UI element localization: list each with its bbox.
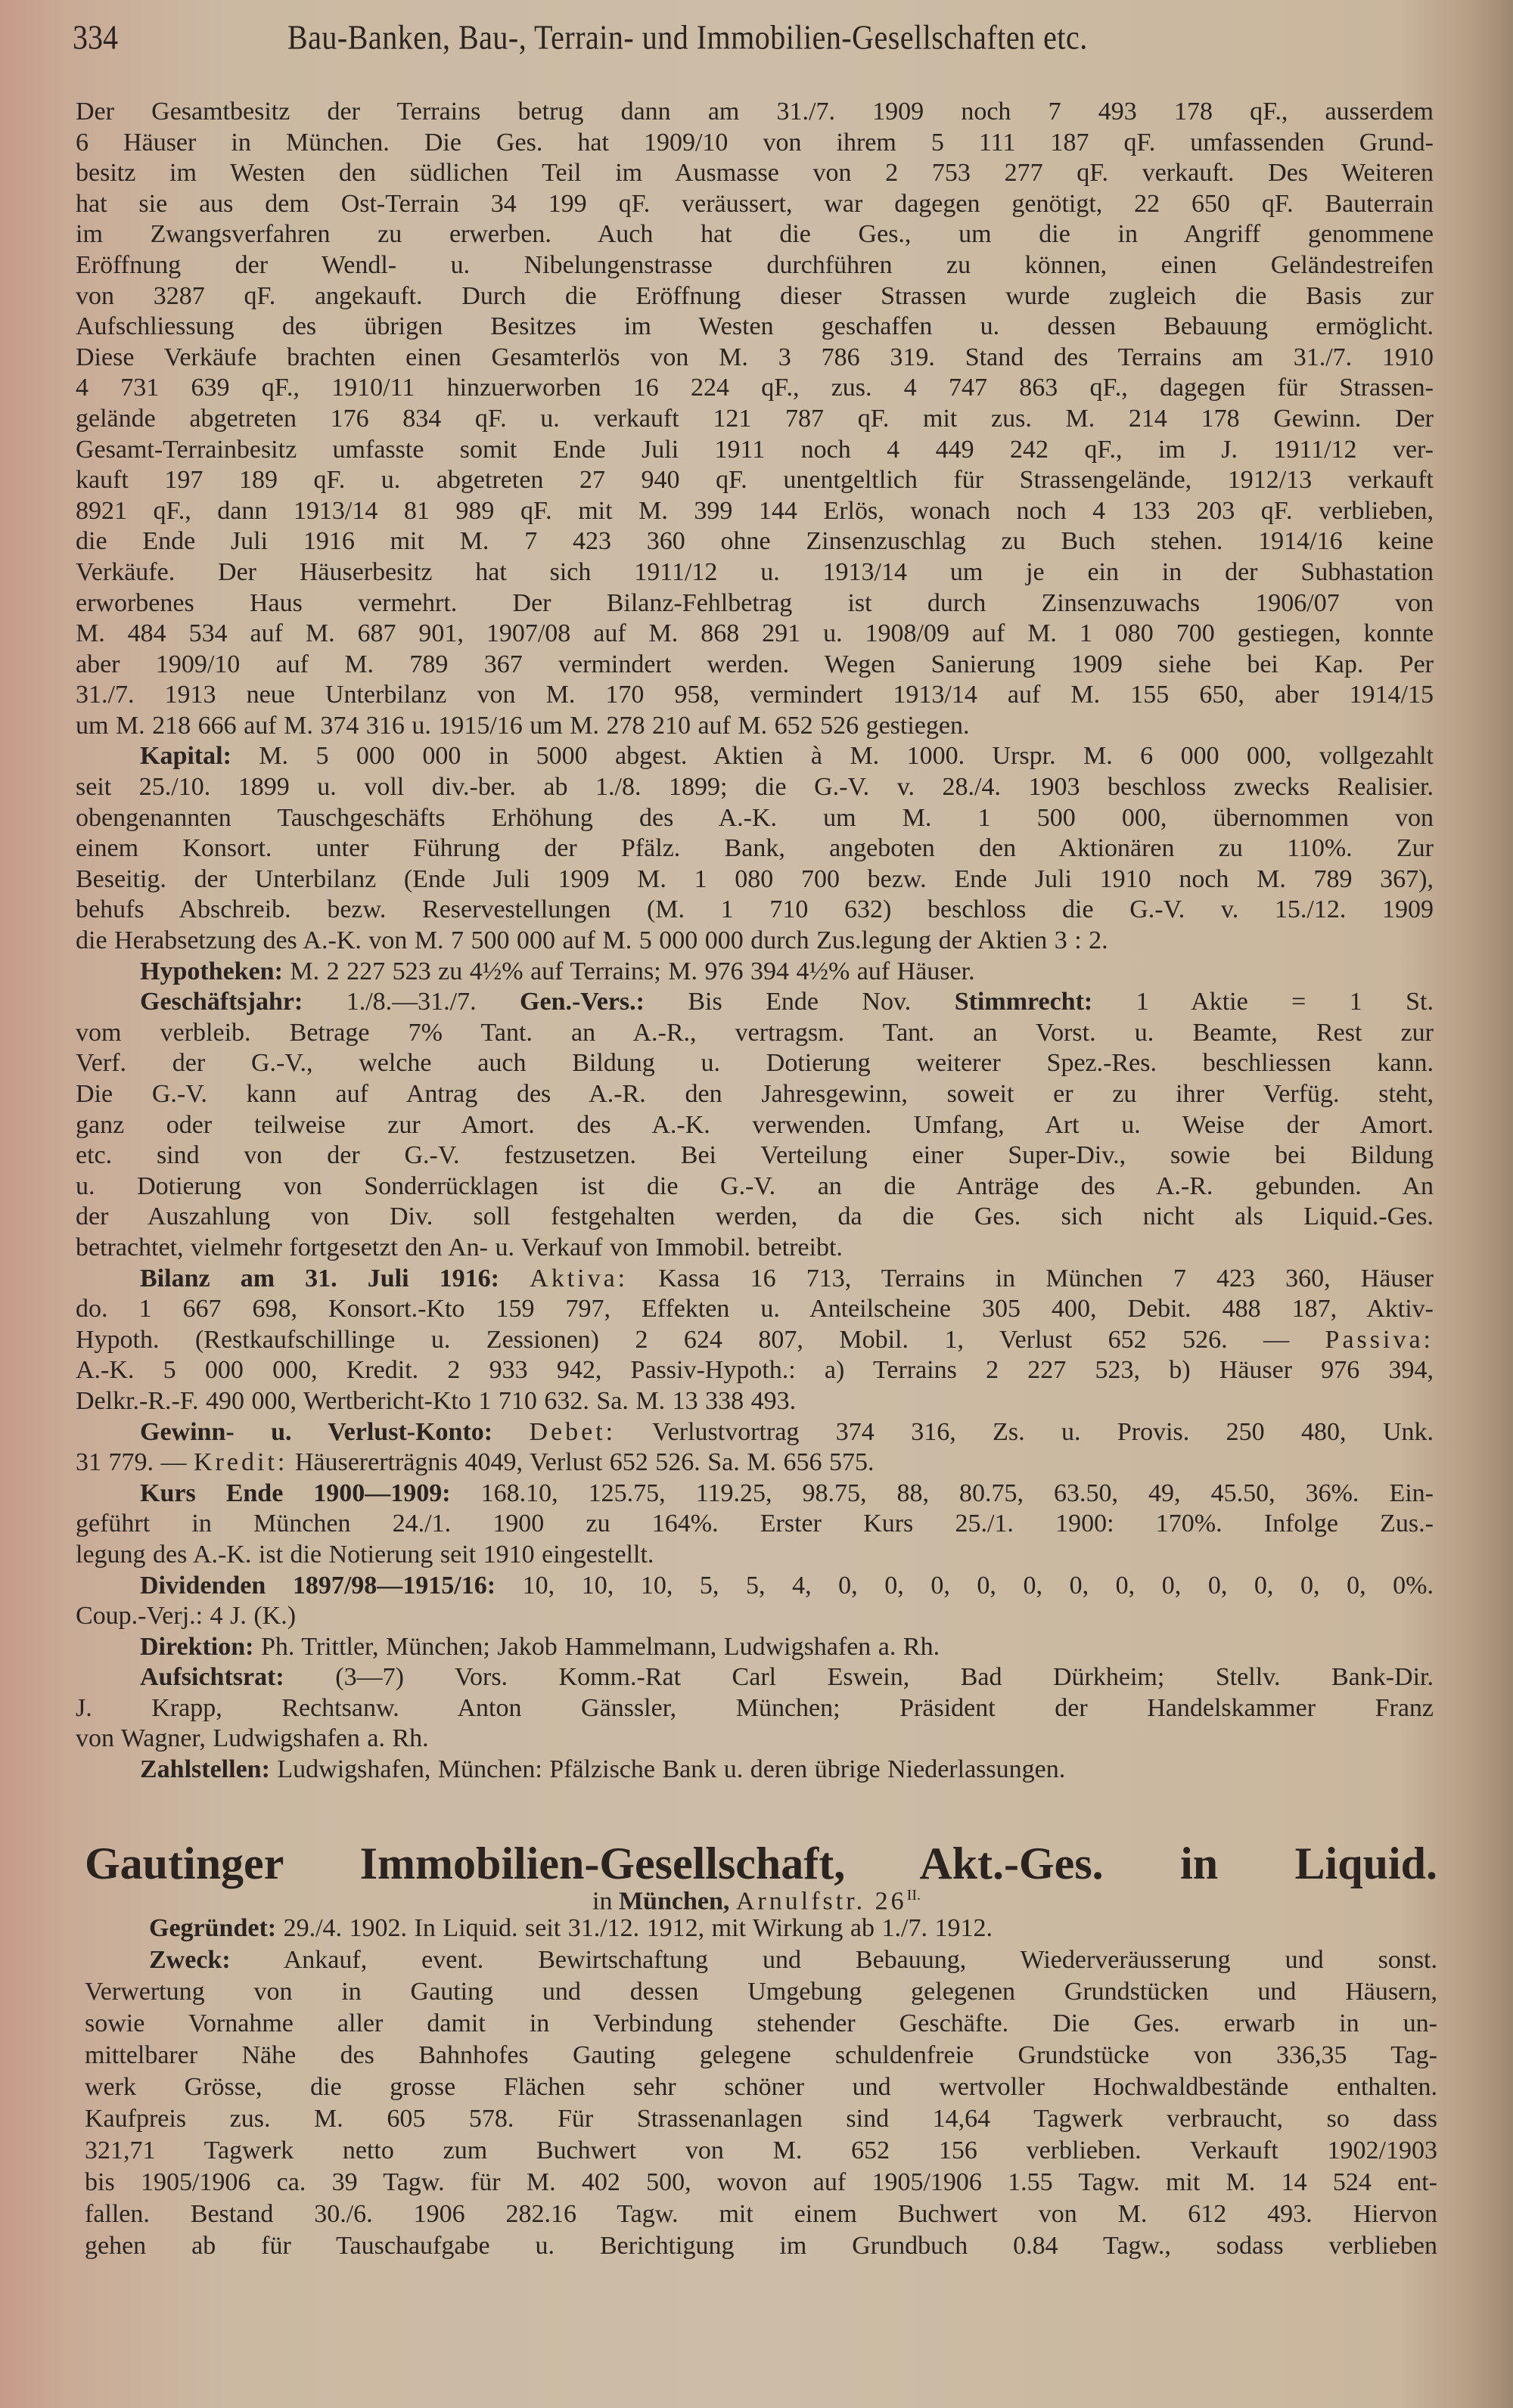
- text-line: legung des A.-K. ist die Notierung seit 1910 eingestellt.: [76, 1540, 654, 1569]
- text-line: behufs Abschreib. bezw. Reservestellungen (M. 1 710 632) beschloss die G.-V. v. 15./12. 1909: [76, 895, 1434, 924]
- text-line: um M. 218 666 auf M. 374 316 u. 1915/16 um M. 278 210 auf M. 652 526 gestiegen.: [76, 711, 970, 740]
- section-label: Geschäftsjahr:: [140, 988, 303, 1016]
- text-line: [76, 957, 1434, 988]
- text-line: vom verbleib. Betrage 7% Tant. an A.-R., vertragsm. Tant. an Vorst. u. Beamte, Rest zur: [76, 1018, 1434, 1047]
- spaced-label: Aktiva:: [530, 1264, 629, 1292]
- text-line: Verkäufe. Der Häuserbesitz hat sich 1911/12 u. 1913/14 um je ein in der Subhastation: [76, 557, 1434, 586]
- text-line: gelände abgetreten 176 834 qF. u. verkauft 121 787 qF. mit zus. M. 214 178 Gewinn. Der: [76, 404, 1434, 433]
- text-line: [76, 1417, 1434, 1448]
- text-line: Die G.-V. kann auf Antrag des A.-R. den Jahresgewinn, soweit er zu ihrer Verfüg. steht,: [76, 1080, 1434, 1108]
- text-line: 6 Häuser in München. Die Ges. hat 1909/10 von ihrem 5 111 187 qF. umfassenden Grund-: [76, 128, 1434, 157]
- text-segment: [492, 1418, 529, 1446]
- paragraph-gewinn-verlust: [76, 1417, 1434, 1479]
- spaced-label: Kredit:: [194, 1448, 288, 1477]
- paragraph-bilanz: [76, 1264, 1434, 1417]
- section-label: Kapital:: [140, 742, 231, 771]
- paragraph-kurs: [76, 1479, 1434, 1571]
- spaced-label: Debet:: [529, 1417, 617, 1446]
- address-city: München,: [618, 1887, 730, 1916]
- text-line: die Ende Juli 1916 mit M. 7 423 360 ohne Zinsenzuschlag zu Buch stehen. 1914/16 keine: [76, 527, 1434, 556]
- text-line: werk Grösse, die grosse Flächen sehr schöner und wertvoller Hochwaldbestände enthalten.: [85, 2073, 1437, 2101]
- section-label: Hypotheken:: [140, 957, 283, 985]
- text-segment: Kassa 16 713, Terrains in München 7 423 360, Häuser: [628, 1264, 1434, 1292]
- text-line: ganz oder teilweise zur Amort. des A.-K. verwenden. Umfang, Art u. Weise der Amort.: [76, 1110, 1434, 1139]
- paragraph-zahlstellen: [76, 1755, 1434, 1786]
- paragraph-hypotheken: [76, 957, 1434, 988]
- text-segment: 1 Aktie = 1 St.: [1092, 988, 1434, 1016]
- paragraph-dividenden: [76, 1571, 1434, 1632]
- text-segment: (3—7) Vors. Komm.-Rat Carl Eswein, Bad Dürkheim; Stellv. Bank-Dir.: [284, 1663, 1434, 1692]
- text-line: Gesamt-Terrainbesitz umfasste somit Ende Juli 1911 noch 4 449 242 qF., im J. 1911/12 ver-: [76, 435, 1434, 464]
- text-segment: 29./4. 1902. In Liquid. seit 31./12. 1912, mit Wirkung ab 1./7. 1912.: [276, 1914, 993, 1942]
- text-line: 321,71 Tagwerk netto zum Buchwert von M. 652 156 verblieben. Verkauft 1902/1903: [85, 2136, 1437, 2164]
- paragraph-kapital: [76, 741, 1434, 956]
- text-segment: Häusererträgnis 4049, Verlust 652 526. Sa. M. 656 575.: [287, 1448, 875, 1477]
- section-label: Gegründet:: [149, 1914, 277, 1942]
- text-line: [76, 1662, 1434, 1693]
- text-line: u. Dotierung von Sonderrücklagen ist die G.-V. an die Anträge des A.-R. gebunden. An: [76, 1171, 1434, 1200]
- text-line: [76, 1571, 1434, 1602]
- text-line: hat sie aus dem Ost-Terrain 34 199 qF. veräussert, war dagegen genötigt, 22 650 qF. Bauterrain: [76, 189, 1434, 218]
- text-line: [76, 1325, 1434, 1356]
- text-line: Beseitig. der Unterbilanz (Ende Juli 1909 M. 1 080 700 bezw. Ende Juli 1910 noch M. 789 367),: [76, 864, 1434, 893]
- text-line: Aufschliessung des übrigen Besitzes im Westen geschaffen u. dessen Bebauung ermöglicht.: [76, 312, 1434, 341]
- text-segment: M. 5 000 000 in 5000 abgest. Aktien à M. 1000. Urspr. M. 6 000 000, vollgezahlt: [231, 742, 1434, 771]
- text-line: Verwertung von in Gauting und dessen Umgebung gelegenen Grundstücken und Häusern,: [85, 1978, 1437, 2006]
- text-line: [76, 1479, 1434, 1510]
- text-line: [76, 1632, 1434, 1663]
- text-line: der Auszahlung von Div. soll festgehalten werden, da die Ges. sich nicht als Liquid.-Ges.: [76, 1202, 1434, 1231]
- text-line: [76, 1448, 1434, 1479]
- text-segment: Verlustvortrag 374 316, Zs. u. Provis. 250 480, Unk.: [616, 1417, 1434, 1446]
- text-line: Kaufpreis zus. M. 605 578. Für Strassenanlagen sind 14,64 Tagwerk verbraucht, so dass: [85, 2105, 1437, 2133]
- text-line: bis 1905/1906 ca. 39 Tagw. für M. 402 500, wovon auf 1905/1906 1.55 Tagw. mit M. 14 524 ent-: [85, 2168, 1437, 2196]
- address-street: Arnulfstr. 26: [735, 1887, 907, 1916]
- paragraph-gegruendet: [85, 1913, 1437, 1944]
- text-line: geführt in München 24./1. 1900 zu 164%. Erster Kurs 25./1. 1900: 170%. Infolge Zus.-: [76, 1510, 1434, 1538]
- text-line: J. Krapp, Rechtsanw. Anton Gänssler, München; Präsident der Handelskammer Franz: [76, 1693, 1434, 1722]
- spaced-label: Passiva:: [1325, 1325, 1434, 1354]
- text-line: von 3287 qF. angekauft. Durch die Eröffnung dieser Strassen wurde zugleich die Basis zur: [76, 281, 1434, 310]
- running-title: Bau-Banken, Bau-, Terrain- und Immobilien-Gesellschaften etc.: [287, 17, 1088, 57]
- text-segment: 168.10, 125.75, 119.25, 98.75, 88, 80.75, 63.50, 49, 45.50, 36%. Ein-: [450, 1479, 1434, 1507]
- company-heading: Gautinger Immobilien-Gesellschaft, Akt.-Ges. in Liquid.: [85, 1839, 1437, 1888]
- text-segment: Ludwigshafen, München: Pfälzische Bank u. deren übrige Niederlassungen.: [269, 1755, 1066, 1784]
- address-prefix: in: [592, 1887, 613, 1916]
- text-segment: M. 2 227 523 zu 4½% auf Terrains; M. 976 394 4½% auf Häuser.: [282, 957, 975, 985]
- text-segment: [499, 1265, 530, 1292]
- section-label: Aufsichtsrat:: [140, 1663, 284, 1692]
- text-line: [76, 1755, 1434, 1786]
- section-label: Zahlstellen:: [140, 1755, 270, 1784]
- section-label: Bilanz am 31. Juli 1916:: [140, 1264, 500, 1292]
- text-segment: Bis Ende Nov.: [644, 988, 955, 1016]
- text-line: einem Konsort. unter Führung der Pfälz. Bank, angeboten den Aktionären zu 110%. Zur: [76, 834, 1434, 863]
- text-segment: 10, 10, 10, 5, 5, 4, 0, 0, 0, 0, 0, 0, 0, 0, 0, 0, 0, 0, 0%.: [496, 1571, 1434, 1600]
- text-line: von Wagner, Ludwigshafen a. Rh.: [76, 1724, 429, 1753]
- text-line: Coup.-Verj.: 4 J. (K.): [76, 1602, 297, 1631]
- paragraph-intro: [76, 97, 1434, 741]
- text-line: [85, 1944, 1437, 1976]
- text-line: [76, 987, 1434, 1018]
- address-floor: II.: [906, 1887, 921, 1904]
- company-entry-continued: [76, 97, 1434, 1786]
- text-line: Eröffnung der Wendl- u. Nibelungenstrasse durchführen zu können, einen Geländestreifen: [76, 250, 1434, 279]
- text-segment: 1./8.—31./7.: [303, 988, 520, 1016]
- text-segment: Ankauf, event. Bewirtschaftung und Bebauung, Wiederveräusserung und sonst.: [230, 1946, 1437, 1974]
- text-line: [76, 741, 1434, 772]
- section-label: Stimmrecht:: [954, 988, 1093, 1016]
- paragraph-geschaeftsjahr: [76, 987, 1434, 1263]
- company-entry-gautinger: [85, 1913, 1437, 2262]
- text-line: fallen. Bestand 30./6. 1906 282.16 Tagw. mit einem Buchwert von M. 612 493. Hiervon: [85, 2200, 1437, 2228]
- text-line: Verf. der G.-V., welche auch Bildung u. Dotierung weiterer Spez.-Res. beschliessen kann.: [76, 1049, 1434, 1078]
- text-line: im Zwangsverfahren zu erwerben. Auch hat die Ges., um die in Angriff genommene: [76, 220, 1434, 249]
- company-address: [0, 1880, 1513, 1916]
- text-line: betrachtet, vielmehr fortgesetzt den An- u. Verkauf von Immobil. betreibt.: [76, 1233, 843, 1261]
- text-line: Diese Verkäufe brachten einen Gesamterlös von M. 3 786 319. Stand des Terrains am 31./7. 1910: [76, 343, 1434, 371]
- text-line: obengenannten Tauschgeschäfts Erhöhung des A.-K. um M. 1 500 000, übernommen von: [76, 803, 1434, 832]
- text-line: mittelbarer Nähe des Bahnhofes Gauting gelegene schuldenfreie Grundstücke von 336,35 Tag-: [85, 2041, 1437, 2069]
- text-line: kauft 197 189 qF. u. abgetreten 27 940 qF. unentgeltlich für Strassengelände, 1912/13 verkauft: [76, 466, 1434, 495]
- text-line: gehen ab für Tauschaufgabe u. Berichtigung im Grundbuch 0.84 Tagw., sodass verblieben: [85, 2232, 1437, 2260]
- text-line: do. 1 667 698, Konsort.-Kto 159 797, Effekten u. Anteilscheine 305 400, Debit. 488 187, Aktiv-: [76, 1295, 1434, 1323]
- section-label: Gen.-Vers.:: [520, 988, 645, 1016]
- text-segment: Ph. Trittler, München; Jakob Hammelmann, Ludwigshafen a. Rh.: [253, 1632, 940, 1661]
- section-label: Direktion:: [140, 1632, 254, 1661]
- section-label: Dividenden 1897/98—1915/16:: [140, 1571, 496, 1600]
- text-line: [85, 1913, 1437, 1944]
- text-line: aber 1909/10 auf M. 789 367 vermindert werden. Wegen Sanierung 1909 siehe bei Kap. Per: [76, 650, 1434, 678]
- text-line: 8921 qF., dann 1913/14 81 989 qF. mit M. 399 144 Erlös, wonach noch 4 133 203 qF. verblieben,: [76, 496, 1434, 525]
- text-line: sowie Vornahme aller damit in Verbindung stehender Geschäfte. Die Ges. erwarb in un-: [85, 2009, 1437, 2037]
- text-line: [76, 1264, 1434, 1295]
- paragraph-direktion: [76, 1632, 1434, 1663]
- text-line: M. 484 534 auf M. 687 901, 1907/08 auf M. 868 291 u. 1908/09 auf M. 1 080 700 gestiegen, konnte: [76, 619, 1434, 648]
- section-label: Gewinn- u. Verlust-Konto:: [140, 1417, 493, 1446]
- paragraph-zweck: [85, 1944, 1437, 2262]
- text-line: besitz im Westen den südlichen Teil im Ausmasse von 2 753 277 qF. verkauft. Des Weiteren: [76, 159, 1434, 188]
- text-line: 4 731 639 qF., 1910/11 hinzuerworben 16 224 qF., zus. 4 747 863 qF., dagegen für Strassen-: [76, 374, 1434, 402]
- section-label: Kurs Ende 1900—1909:: [140, 1479, 451, 1507]
- text-line: A.-K. 5 000 000, Kredit. 2 933 942, Passiv-Hypoth.: a) Terrains 2 227 523, b) Häuser 976 394,: [76, 1356, 1434, 1385]
- text-line: etc. sind von der G.-V. festzusetzen. Bei Verteilung einer Super-Div., sowie bei Bildung: [76, 1141, 1434, 1170]
- text-line: seit 25./10. 1899 u. voll div.-ber. ab 1./8. 1899; die G.-V. v. 28./4. 1903 beschloss zwecks Realisier.: [76, 773, 1434, 802]
- text-line: die Herabsetzung des A.-K. von M. 7 500 000 auf M. 5 000 000 durch Zus.legung der Aktien 3 : 2.: [76, 926, 1108, 955]
- paragraph-aufsichtsrat: [76, 1662, 1434, 1755]
- text-line: erworbenes Haus vermehrt. Der Bilanz-Fehlbetrag ist durch Zinsenzuwachs 1906/07 von: [76, 588, 1434, 617]
- text-line: Delkr.-R.-F. 490 000, Wertbericht-Kto 1 710 632. Sa. M. 13 338 493.: [76, 1386, 797, 1415]
- text-segment: Hypoth. (Restkaufschillinge u. Zessionen) 2 624 807, Mobil. 1, Verlust 652 526. —: [76, 1325, 1325, 1354]
- text-line: Der Gesamtbesitz der Terrains betrug dann am 31./7. 1909 noch 7 493 178 qF., ausserdem: [76, 98, 1434, 126]
- section-label: Zweck:: [149, 1946, 231, 1974]
- text-segment: 31 779. —: [76, 1448, 194, 1477]
- text-line: 31./7. 1913 neue Unterbilanz von M. 170 958, vermindert 1913/14 auf M. 155 650, aber 1914/15: [76, 681, 1434, 709]
- page-number: 334: [73, 17, 118, 57]
